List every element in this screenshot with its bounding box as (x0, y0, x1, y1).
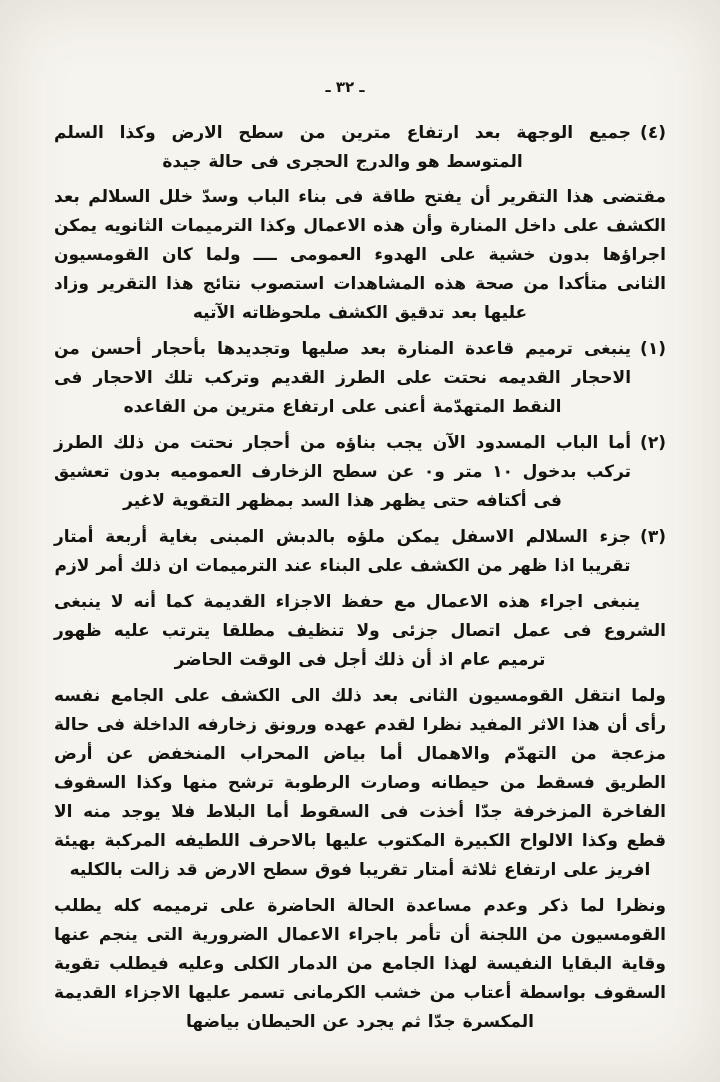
list-item-2 (54, 429, 666, 516)
list-item-4-text: جميع الوجهة بعد ارتفاع مترين من سطح الارض وكذا السلم المتوسط هو والدرج الحجرى فى حالة جيدة (54, 123, 632, 172)
document-text-block (54, 118, 666, 1042)
list-item-3-marker: (٣) (640, 527, 666, 547)
paragraph-works-note: ينبغى اجراء هذه الاعمال مع حفظ الاجزاء القديمة كما أنه لا ينبغى الشروع فى عمل اتصال جزئى ولا تنظيف مطلقا يترتب عليه ظهور ترميم عام اذ أن ذلك أجل فى الوقت الحاضر (54, 592, 666, 670)
page-number: ـ ٣٢ ـ (325, 78, 365, 96)
list-item-2-marker: (٢) (640, 433, 666, 453)
list-item-1 (54, 335, 666, 422)
list-item-4-marker: (٤) (640, 123, 666, 143)
list-item-2-text: أما الباب المسدود الآن يجب بناؤه من أحجار نحتت من ذلك الطرز تركب بدخول ١٠ متر و٠ عن سطح الزخارف العموميه بدون تعشيق فى أكتافه حتى يظهر هذا السد بمظهر التقوية لاغير (54, 433, 632, 511)
paragraph-mosque-inspection: ولما انتقل القومسيون الثانى بعد ذلك الى الكشف على الجامع نفسه رأى أن هذا الاثر المفيد نظرا لقدم عهده ورونق زخارفه الداخلة فى حالة مزعجة من التهدّم والاهمال أما بياض المحراب المنخفض عن أرض الطريق فسقط من حيطانه وصارت الرطوبة ترشح منها وكذا السقوف الفاخرة المزخرفة جدّا أخذت فى السقوط أما البلاط فلا يوجد منه الا قطع وكذا الالواح الكبيرة المكتوب عليها بالاحرف اللطيفه المركبة بهيئة افريز على ارتفاع ثلاثة أمتار تقريبا فوق سطح الارض قد زالت بالكليه (54, 686, 666, 880)
list-item-3 (54, 523, 666, 581)
paragraph-report-conditions: مقتضى هذا التقرير أن يفتح طاقة فى بناء الباب وسدّ خلل السلالم بعد الكشف على داخل المنارة وأن هذه الاعمال وكذا الترميمات الثانويه يمكن اجراؤها بدون خشية على الهدوء العمومى ــــ ولما كان القومسيون الثانى متأكدا من صحة هذه المشاهدات استصوب نتائج هذا التقرير وزاد عليها بعد تدقيق الكشف ملحوظاته الآتيه (54, 187, 666, 323)
list-item-4 (54, 119, 666, 177)
list-item-1-marker: (١) (640, 339, 666, 359)
list-item-3-text: جزء السلالم الاسفل يمكن ملؤه بالدبش المبنى بغاية أربعة أمتار تقريبا اذا ظهر من الكشف على البناء عند الترميمات ان ذلك أمر لازم (54, 527, 632, 576)
list-item-1-text: ينبغى ترميم قاعدة المنارة بعد صليها وتجديدها بأحجار أحسن من الاحجار القديمه نحتت على الطرز القديم وتركب تلك الاحجار فى النقط المتهدّمة أعنى على ارتفاع مترين من القاعده (54, 339, 632, 417)
paragraph-committee-request: ونظرا لما ذكر وعدم مساعدة الحالة الحاضرة على ترميمه كله يطلب القومسيون من اللجنة أن تأمر باجراء الاعمال الضرورية التى ينجم عنها وقاية البقايا النفيسة لهذا الجامع من الدمار الكلى وعليه فيطلب تقوية السقوف بواسطة أعتاب من خشب الكرمانى تسمر عليها الاجزاء القديمة المكسرة جدّا ثم يجرد عن الحيطان بياضها (54, 896, 666, 1032)
